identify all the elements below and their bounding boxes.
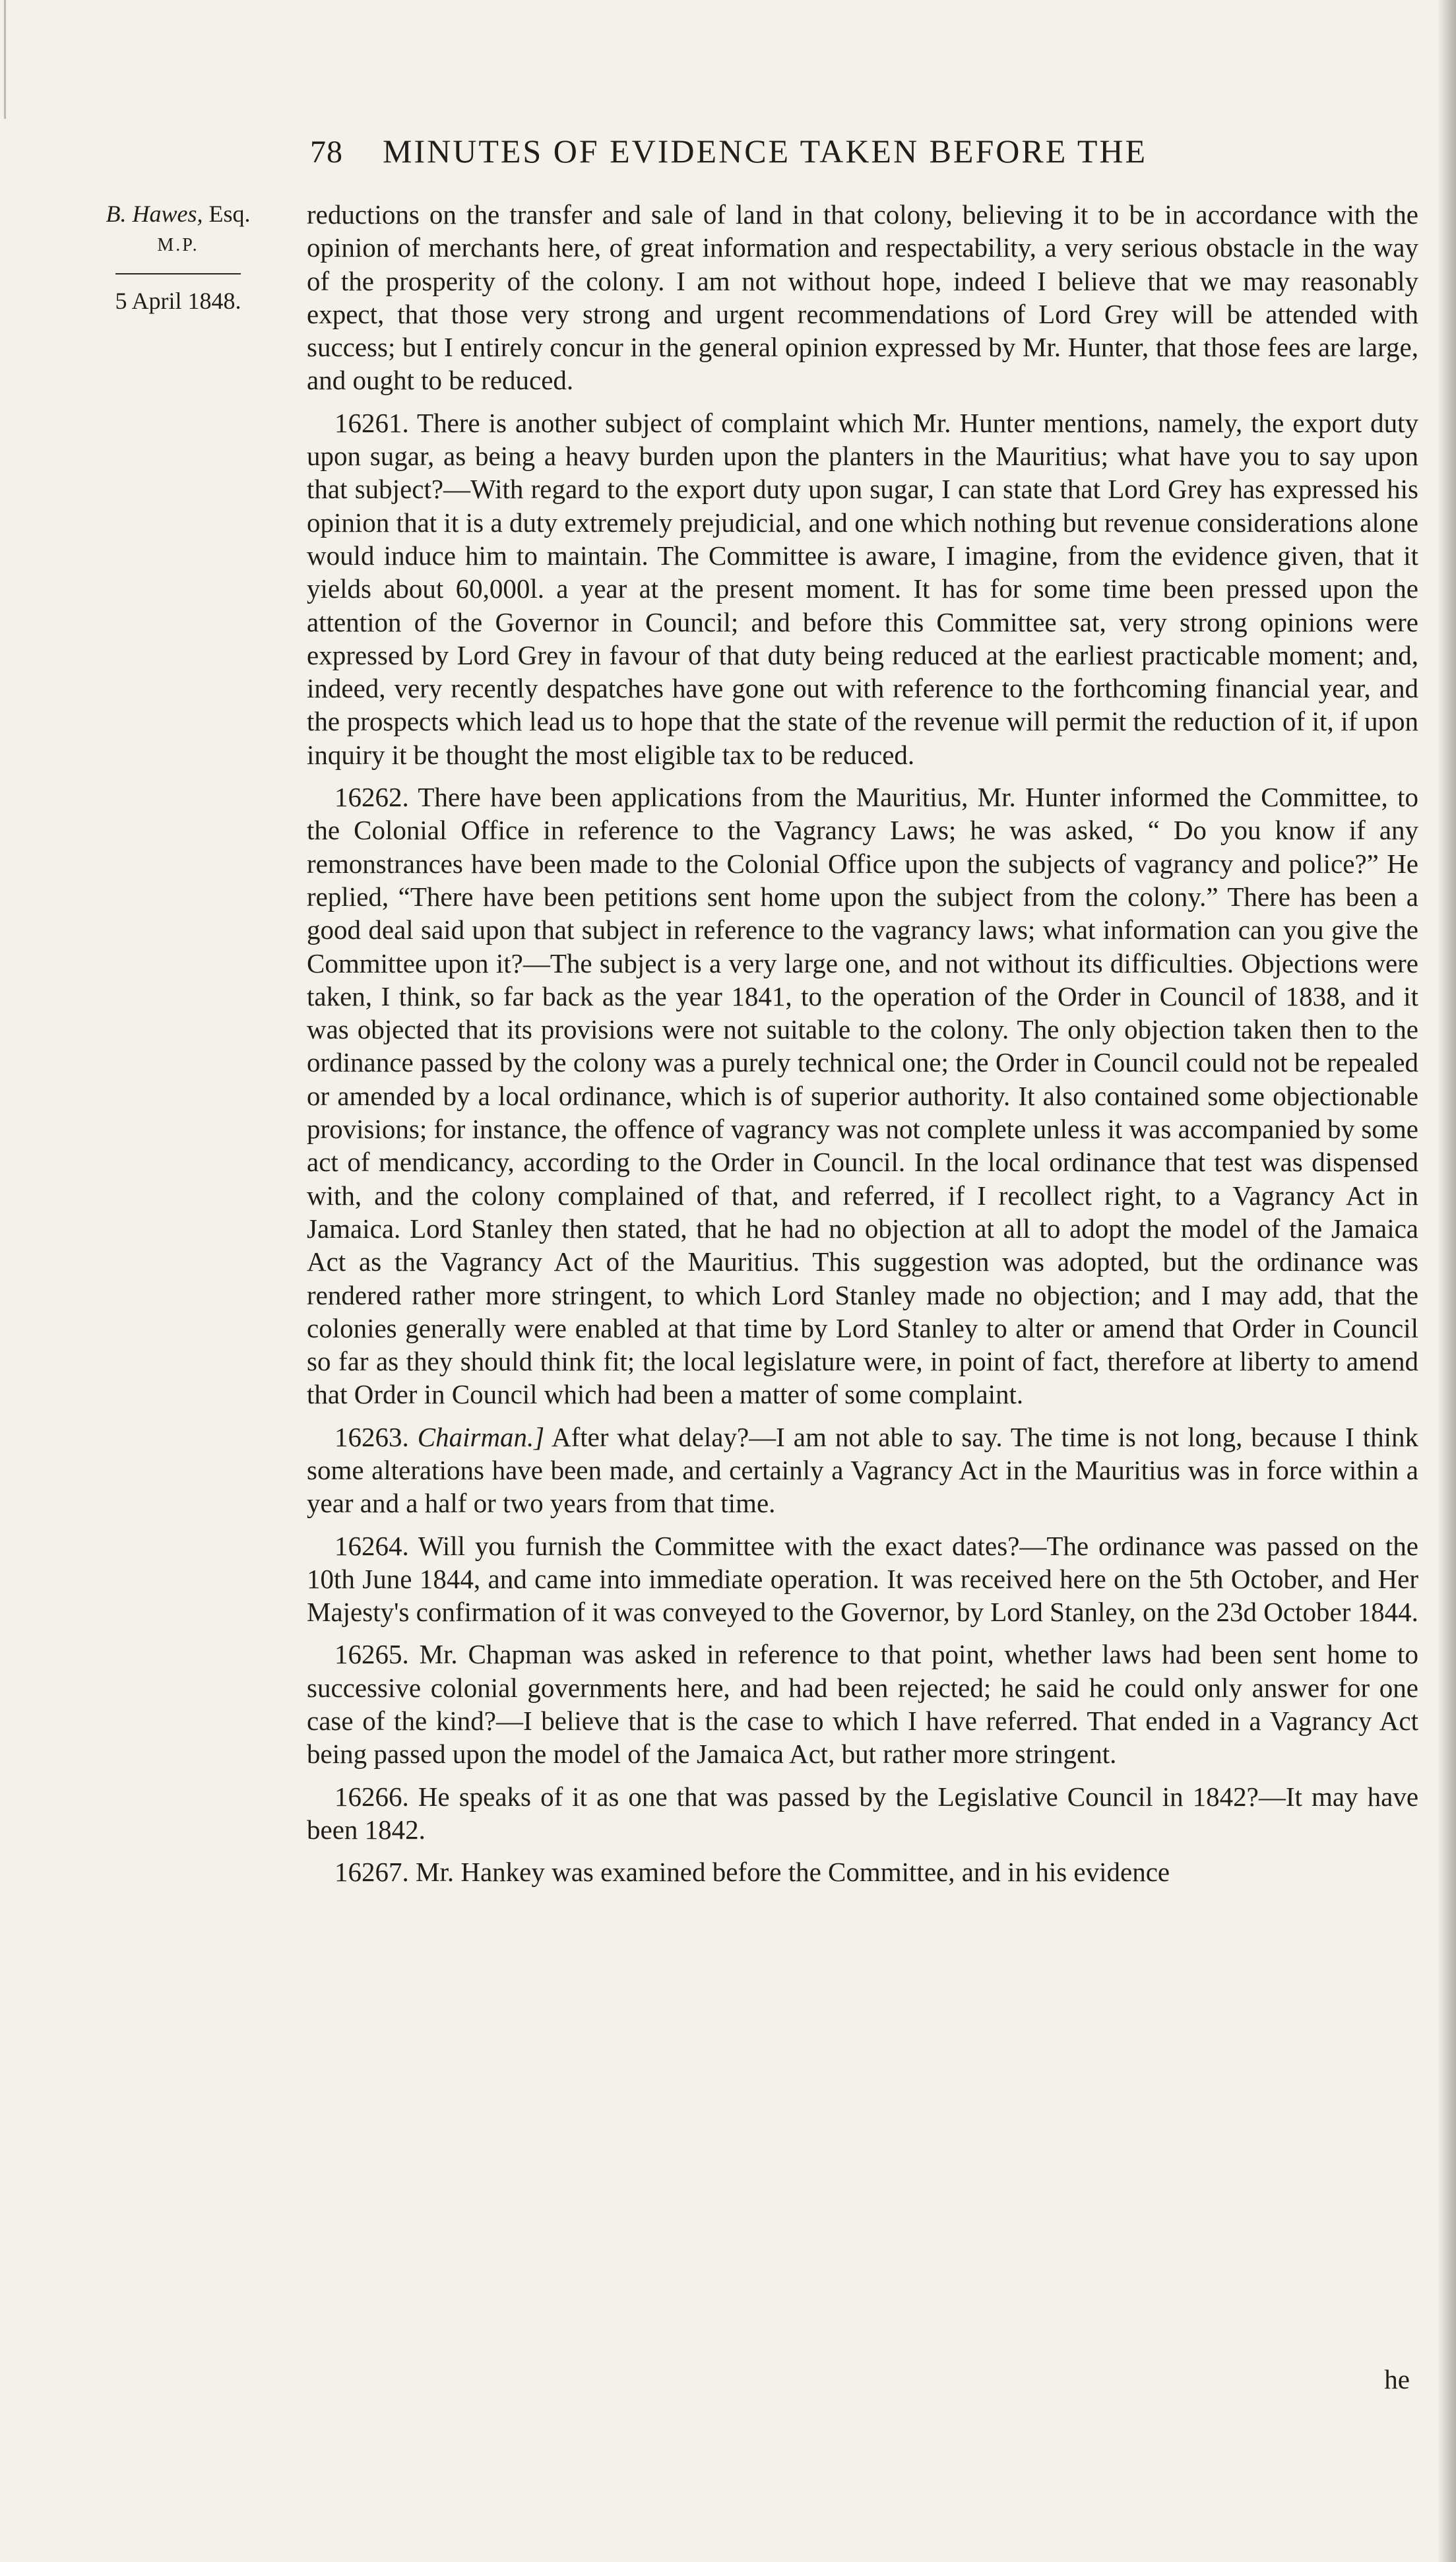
margin-sidenote [89,198,267,317]
paragraph-text: Mr. Chapman was asked in reference to that point, whether laws had been sent home to successive colonial governments here, and had been rejected; he said he could only answer for one case of the kind?—I believe that is the case to which I have referred. That ended in a Vagrancy Act being passed upon the model of the Jamaica Act, but rather more stringent. [307,1639,1419,1770]
question-number: 16266. [334,1781,409,1812]
sidenote-divider [115,273,241,274]
witness-name-italic: B. Hawes, [106,201,203,227]
paragraph [307,1421,1418,1520]
question-number: 16264. [334,1530,409,1561]
witness-title: M.P. [157,235,199,255]
witness-name [89,198,267,230]
catchword: he [1384,2364,1410,2394]
paragraph [307,1780,1418,1847]
page-edge-rule [4,0,6,119]
question-number: 16262. [334,782,409,813]
paragraph [307,1529,1418,1629]
paragraph-text: There have been applications from the Mauritius, Mr. Hunter informed the Committee, to the Colonial Office in reference to the Vagrancy Laws; he was asked, “ Do you know if any remonstrances have been made to the Colonial Office upon the subjects of vagrancy and police?” He replied, “There have been petitions sent home upon the subject from the colony.” There has been a good deal said upon that subject in reference to the vagrancy laws; what information can you give the Committee upon it?—The subject is a very large one, and not without its difficulties. Objections were taken, I think, so far back as the year 1841, to the operation of the Order in Council of 1838, and it was objected that its provisions were not suitable to the colony. The only objection taken then to the ordinance passed by the colony was a purely technical one; the Order in Council could not be repealed or amended by a local ordinance, which is of superior authority. It also contained some objectionable provisions; for instance, the offence of vagrancy was not complete unless it was accompanied by some act of mendicancy, according to the Order in Council. In the local ordinance that test was dispensed with, and the colony complained of that, and referred, if I recollect right, to a Vagrancy Act in Jamaica. Lord Stanley then stated, that he had no objection at all to adopt the model of the Jamaica Act as the Vagrancy Act of the Mauritius. This suggestion was adopted, but the ordinance was rendered rather more stringent, to which Lord Stanley made no objection; and I may add, that the colonies generally were enabled at that time by Lord Stanley to alter or amend that Order in Council so far as they should think fit; the local legislature were, in point of fact, therefore at liberty to amend that Order in Council which had been a matter of some complaint. [307,782,1418,1410]
body-text [307,198,1418,1898]
paragraph [307,1638,1418,1770]
question-number: 16261. [334,407,409,438]
page-number: 78 [310,135,343,170]
paragraph [307,406,1418,771]
paragraph [307,1855,1418,1888]
sidenote-date: 5 April 1848. [115,288,241,314]
paragraph-text: He speaks of it as one that was passed by the Legislative Council in 1842?—It may have been 1842. [307,1781,1419,1845]
binding-shadow [1438,0,1456,2562]
paragraph-text: Mr. Hankey was examined before the Committee, and in his evidence [416,1857,1170,1888]
paragraph-text: reductions on the transfer and sale of land in that colony, believing it to be in accordance with the opinion of merchants here, of great information and respectability, a very serious obstacle in the way of the prosperity of the colony. I am not without hope, indeed I believe that we may reasonably expect, that those very strong and urgent recommendations of Lord Grey will be attended with success; but I entirely concur in the general opinion expressed by Mr. Hunter, that those fees are large, and ought to be reduced. [307,199,1418,396]
paragraph [307,781,1418,1411]
witness-suffix: Esq. [208,201,251,227]
question-number: 16265. [334,1639,409,1670]
page-header [310,132,1260,178]
paragraph [307,198,1418,397]
paragraph-text: After what delay?—I am not able to say. The time is not long, because I think some alterations have been made, and certainly a Vagrancy Act in the Mauritius was in force within a year and a half or two years from that time. [307,1421,1419,1519]
paragraph-text: Will you furnish the Committee with the exact dates?—The ordinance was passed on the 10th June 1844, and came into immediate operation. It was received here on the 5th October, and Her Majesty's confirmation of it was conveyed to the Governor, by Lord Stanley, on the 23d October 1844. [307,1530,1418,1628]
speaker-label: Chairman.] [417,1421,545,1452]
question-number: 16263. [334,1421,409,1452]
running-title: MINUTES OF EVIDENCE TAKEN BEFORE THE [383,133,1148,170]
paragraph-text: There is another subject of complaint which Mr. Hunter mentions, namely, the export duty upon sugar, as being a heavy burden upon the planters in the Mauritius; what have you to say upon that subject?—With regard to the export duty upon sugar, I can state that Lord Grey has expressed his opinion that it is a duty extremely prejudicial, and one which nothing but revenue considerations alone would induce him to maintain. The Committee is aware, I imagine, from the evidence given, that it yields about 60,000l. a year at the present moment. It has for some time been pressed upon the attention of the Governor in Council; and before this Committee sat, very strong opinions were expressed by Lord Grey in favour of that duty being reduced at the earliest practicable moment; and, indeed, very recently despatches have gone out with reference to the forthcoming financial year, and the prospects which lead us to hope that the state of the revenue will permit the reduction of it, if upon inquiry it be thought the most eligible tax to be reduced. [307,407,1418,770]
question-number: 16267. [334,1857,409,1888]
